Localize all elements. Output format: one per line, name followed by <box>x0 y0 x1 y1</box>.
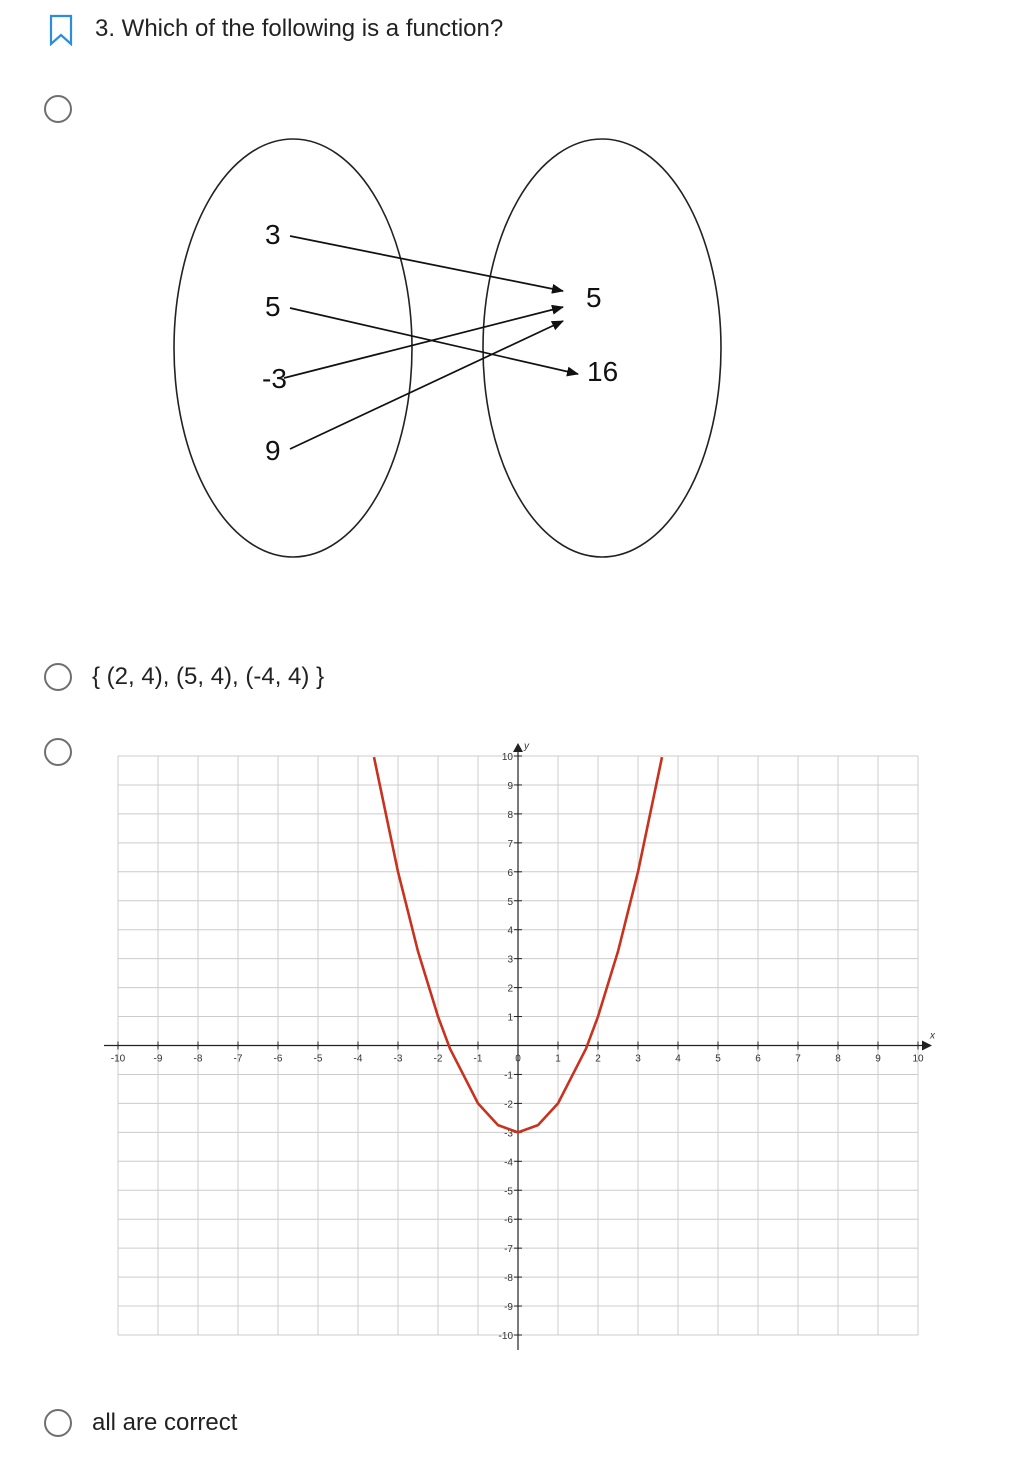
range-value-5: 5 <box>586 282 602 313</box>
y-tick-label: 6 <box>507 867 513 879</box>
domain-value-neg3: -3 <box>262 363 287 394</box>
x-axis-label: x <box>930 1030 935 1042</box>
option-2-radio[interactable] <box>44 663 72 691</box>
arrow-neg3-to-5 <box>284 307 563 378</box>
y-tick-label: -4 <box>504 1157 513 1169</box>
tick-labels <box>111 741 936 1342</box>
y-tick-label: -10 <box>498 1331 513 1342</box>
mapping-diagram <box>150 130 750 570</box>
x-tick-label: -9 <box>153 1053 163 1065</box>
x-tick-label: 1 <box>555 1053 561 1065</box>
x-tick-label: -8 <box>193 1053 203 1065</box>
arrow-9-to-5 <box>290 321 563 449</box>
option-1-radio[interactable] <box>44 95 72 123</box>
domain-ellipse <box>174 139 412 557</box>
x-tick-label: 5 <box>715 1053 721 1065</box>
y-axis-label: y <box>524 741 529 752</box>
x-axis-arrow <box>922 1041 932 1051</box>
y-tick-label: -1 <box>504 1070 513 1082</box>
y-tick-label: -2 <box>504 1099 513 1111</box>
y-tick-label: 5 <box>507 896 513 908</box>
x-tick-label: 9 <box>875 1053 881 1065</box>
y-tick-label: 7 <box>507 838 513 850</box>
y-tick-label: 4 <box>507 925 513 937</box>
x-tick-label: -2 <box>433 1053 443 1065</box>
y-tick-label: 3 <box>507 954 513 966</box>
y-tick-label: -6 <box>504 1215 513 1227</box>
arrow-3-to-5 <box>290 236 563 291</box>
domain-value-9: 9 <box>265 435 281 466</box>
y-tick-label: 10 <box>501 752 513 763</box>
bookmark-icon[interactable] <box>48 14 74 46</box>
option-4-radio[interactable] <box>44 1409 72 1437</box>
y-tick-label: -5 <box>504 1186 513 1198</box>
option-4-text: all are correct <box>92 1409 238 1436</box>
domain-value-3: 3 <box>265 219 281 250</box>
x-tick-label: -3 <box>393 1053 403 1065</box>
x-tick-label: -4 <box>353 1053 363 1065</box>
range-value-16: 16 <box>587 356 619 387</box>
x-tick-label: -7 <box>233 1053 243 1065</box>
x-tick-label: 4 <box>675 1053 681 1065</box>
y-axis-arrow <box>513 743 523 752</box>
range-ellipse <box>483 139 721 557</box>
option-2-set-text: { (2, 4), (5, 4), (-4, 4) } <box>92 663 325 690</box>
arrow-5-to-16 <box>290 308 578 374</box>
y-tick-label: 9 <box>507 780 513 792</box>
x-tick-label: 2 <box>595 1053 601 1065</box>
x-tick-label: -10 <box>110 1053 126 1065</box>
x-tick-label: 0 <box>515 1053 521 1065</box>
y-tick-label: -7 <box>504 1244 513 1256</box>
x-tick-label: -1 <box>473 1053 483 1065</box>
x-tick-label: -5 <box>313 1053 323 1065</box>
y-tick-label: -3 <box>504 1128 513 1140</box>
x-tick-label: -6 <box>273 1053 283 1065</box>
x-tick-label: 3 <box>635 1053 641 1065</box>
y-tick-label: 2 <box>507 983 513 995</box>
axes <box>104 743 932 1350</box>
y-tick-label: 1 <box>507 1012 513 1024</box>
y-tick-label: -9 <box>504 1302 513 1314</box>
parabola-graph <box>98 735 948 1360</box>
x-tick-label: 7 <box>795 1053 801 1065</box>
question-title: 3. Which of the following is a function? <box>95 15 504 42</box>
x-tick-label: 10 <box>912 1053 924 1065</box>
domain-value-5: 5 <box>265 291 281 322</box>
y-tick-label: -8 <box>504 1273 513 1285</box>
y-tick-label: 8 <box>507 809 513 821</box>
option-3-radio[interactable] <box>44 738 72 766</box>
x-tick-label: 8 <box>835 1053 841 1065</box>
x-tick-label: 6 <box>755 1053 761 1065</box>
